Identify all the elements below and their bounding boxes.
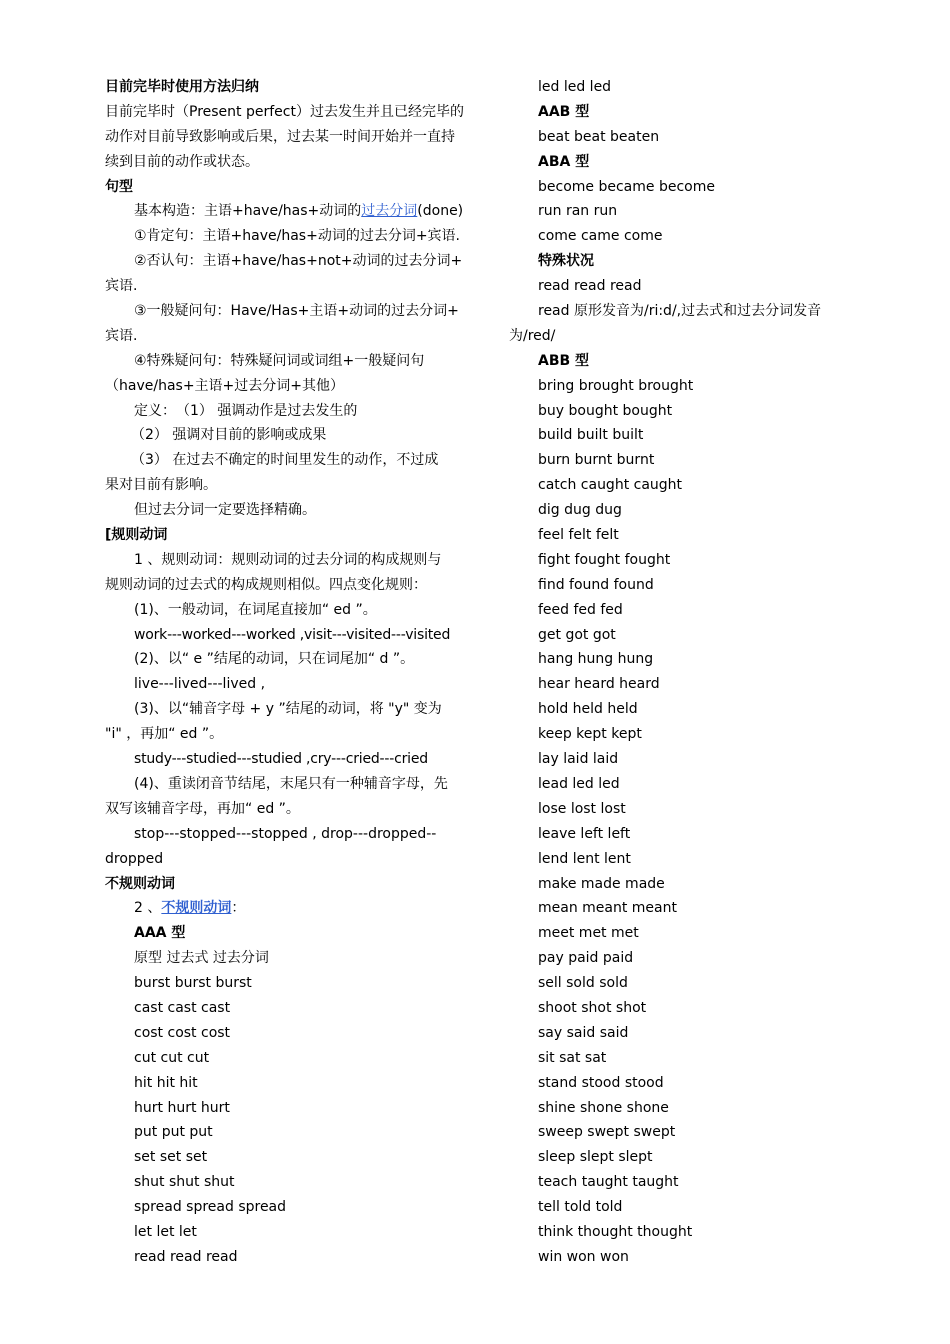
regular-rule-line: "i" ，再加“ ed ”。 bbox=[105, 726, 224, 743]
irregular-intro-colon: ： bbox=[231, 900, 246, 917]
verb-forms-row: hang hung hung bbox=[538, 651, 654, 668]
negative-sentence-cont: 宾语. bbox=[105, 278, 138, 295]
past-participle-link[interactable]: 过去分词 bbox=[361, 203, 418, 220]
regular-example: study---studied---studied ,cry---cried---cried bbox=[134, 751, 428, 768]
verb-forms-row: win won won bbox=[538, 1248, 629, 1265]
verb-forms-row: burn burnt burnt bbox=[538, 452, 655, 469]
verb-forms-row: cast cast cast bbox=[134, 999, 231, 1016]
verb-forms-row: tell told told bbox=[538, 1199, 623, 1216]
affirmative-sentence: ①肯定句：主语+have/has+动词的过去分词+宾语. bbox=[134, 228, 461, 245]
verb-forms-row: shut shut shut bbox=[134, 1174, 235, 1191]
basic-structure-suffix: (done) bbox=[417, 203, 464, 220]
sentence-heading: 句型 bbox=[105, 178, 133, 195]
verb-forms-row: lose lost lost bbox=[538, 800, 626, 817]
regular-rule-line: (1)、一般动词，在词尾直接加“ ed ”。 bbox=[134, 601, 377, 618]
verb-forms-row: sweep swept swept bbox=[538, 1124, 676, 1141]
abb-heading: ABB 型 bbox=[538, 352, 590, 369]
intro-line: 目前完毕时（Present perfect）过去发生并且已经完毕的 bbox=[105, 103, 464, 120]
pronunciation-note-cont: 为/red/ bbox=[509, 327, 556, 344]
irregular-verbs-link[interactable]: 不规则动词 bbox=[161, 900, 232, 917]
general-question-cont: 宾语. bbox=[105, 327, 138, 344]
verb-forms-row: teach taught taught bbox=[538, 1174, 679, 1191]
verb-forms-row: set set set bbox=[134, 1149, 208, 1166]
verb-forms-row: read read read bbox=[538, 278, 642, 295]
verb-forms-row: lend lent lent bbox=[538, 850, 631, 867]
verb-forms-row: sell sold sold bbox=[538, 975, 628, 992]
regular-rule-line: 规则动词的过去式的构成规则相似。四点变化规则： bbox=[105, 576, 427, 593]
irregular-verbs-heading: 不规则动词 bbox=[105, 875, 175, 892]
basic-structure bbox=[105, 199, 473, 224]
verb-forms-row: leave left left bbox=[538, 825, 631, 842]
verb-forms-row: run ran run bbox=[538, 203, 618, 220]
verb-forms-row: read read read bbox=[134, 1248, 238, 1265]
verb-forms-row: buy bought bought bbox=[538, 402, 673, 419]
verb-forms-row: become became become bbox=[538, 178, 715, 195]
definition-line: （3） 在过去不确定的时间里发生的动作，不过成 bbox=[131, 452, 439, 469]
verb-forms-row: shoot shot shot bbox=[538, 999, 647, 1016]
verb-forms-row: put put put bbox=[134, 1124, 213, 1141]
abb-verb-list bbox=[509, 374, 849, 1270]
verb-forms-row: bring brought brought bbox=[538, 377, 694, 394]
pronunciation-note: read 原形发音为/ri:d/,过去式和过去分词发音 bbox=[538, 303, 822, 320]
verb-forms-row: come came come bbox=[538, 228, 663, 245]
verb-forms-row: fight fought fought bbox=[538, 551, 671, 568]
regular-rule-line: 1 、规则动词：规则动词的过去分词的构成规则与 bbox=[134, 551, 442, 568]
verb-forms-row: hold held held bbox=[538, 701, 638, 718]
irregular-intro bbox=[105, 896, 473, 921]
verb-forms-row: shine shone shone bbox=[538, 1099, 669, 1116]
verb-forms-row: meet met met bbox=[538, 925, 639, 942]
doc-title: 目前完毕时使用方法归纳 bbox=[105, 79, 259, 95]
intro-line: 动作对目前导致影响或后果，过去某一时间开始并一直持 bbox=[105, 128, 455, 145]
aab-heading: AAB 型 bbox=[538, 103, 590, 120]
definition-line: 但过去分词一定要选择精确。 bbox=[134, 502, 316, 519]
verb-forms-row: let let let bbox=[134, 1223, 197, 1240]
special-question: ④特殊疑问句：特殊疑问词或词组+一般疑问句 bbox=[134, 352, 425, 369]
special-case-heading: 特殊状况 bbox=[538, 253, 594, 270]
regular-verbs-heading: [规则动词 bbox=[105, 527, 168, 544]
verb-forms-row: pay paid paid bbox=[538, 950, 634, 967]
special-question-cont: （have/has+主语+过去分词+其他） bbox=[105, 377, 345, 394]
verb-forms-row: lay laid laid bbox=[538, 751, 619, 768]
verb-forms-row: sleep slept slept bbox=[538, 1149, 653, 1166]
verb-forms-row: think thought thought bbox=[538, 1223, 693, 1240]
verb-forms-row: hit hit hit bbox=[134, 1074, 198, 1091]
regular-example: live---lived---lived , bbox=[134, 676, 266, 693]
regular-rule-line: 双写该辅音字母，再加“ ed ”。 bbox=[105, 800, 300, 817]
definition-line: 果对目前有影响。 bbox=[105, 477, 217, 494]
regular-example: work---worked---worked ,visit---visited---visited bbox=[134, 626, 451, 643]
verb-forms-row: dig dug dug bbox=[538, 502, 622, 519]
verb-forms-row: keep kept kept bbox=[538, 726, 642, 743]
intro-line: 续到目前的动作或状态。 bbox=[105, 153, 259, 170]
regular-example: stop---stopped---stopped , drop---dropped-- bbox=[134, 825, 437, 842]
verb-forms-row: lead led led bbox=[538, 775, 620, 792]
verb-forms-row: burst burst burst bbox=[134, 975, 252, 992]
left-column bbox=[105, 75, 473, 1270]
irregular-intro-number: 2 、 bbox=[134, 900, 162, 917]
verb-forms-row: beat beat beaten bbox=[538, 128, 660, 145]
verb-forms-row: feel felt felt bbox=[538, 527, 619, 544]
aaa-heading: AAA 型 bbox=[134, 925, 186, 942]
right-column bbox=[509, 75, 849, 1270]
verb-forms-row: cut cut cut bbox=[134, 1049, 210, 1066]
verb-forms-row: led led led bbox=[538, 79, 612, 95]
verb-forms-row: stand stood stood bbox=[538, 1074, 664, 1091]
definition-line: （2） 强调对目前的影响或成果 bbox=[131, 427, 327, 444]
verb-forms-row: hurt hurt hurt bbox=[134, 1099, 230, 1116]
regular-rule-line: (4)、重读闭音节结尾，末尾只有一种辅音字母，先 bbox=[134, 775, 448, 792]
verb-forms-row: find found found bbox=[538, 576, 654, 593]
regular-rule-line: (3)、以“辅音字母 + y ”结尾的动词，将 "y" 变为 bbox=[134, 701, 442, 718]
definition-line: 定义： （1） 强调动作是过去发生的 bbox=[134, 402, 358, 419]
verb-forms-row: get got got bbox=[538, 626, 616, 643]
basic-structure-text: 基本构造：主语+have/has+动词的 bbox=[134, 203, 362, 220]
verb-forms-row: say said said bbox=[538, 1024, 629, 1041]
verb-forms-row: build built built bbox=[538, 427, 644, 444]
negative-sentence: ②否认句：主语+have/has+not+动词的过去分词+ bbox=[134, 253, 463, 270]
verb-forms-row: hear heard heard bbox=[538, 676, 660, 693]
verb-forms-row: catch caught caught bbox=[538, 477, 683, 494]
regular-rule-line: (2)、以“ e ”结尾的动词，只在词尾加“ d ”。 bbox=[134, 651, 415, 668]
verb-forms-row: feed fed fed bbox=[538, 601, 623, 618]
verb-forms-row: spread spread spread bbox=[134, 1199, 287, 1216]
general-question: ③一般疑问句：Have/Has+主语+动词的过去分词+ bbox=[134, 303, 459, 320]
verb-forms-row: sit sat sat bbox=[538, 1049, 607, 1066]
verb-forms-row: make made made bbox=[538, 875, 665, 892]
verb-forms-row: mean meant meant bbox=[538, 900, 677, 917]
aba-heading: ABA 型 bbox=[538, 153, 590, 170]
verb-forms-row: cost cost cost bbox=[134, 1024, 231, 1041]
aaa-column-header: 原型 过去式 过去分词 bbox=[134, 950, 269, 967]
regular-example: dropped bbox=[105, 850, 164, 867]
